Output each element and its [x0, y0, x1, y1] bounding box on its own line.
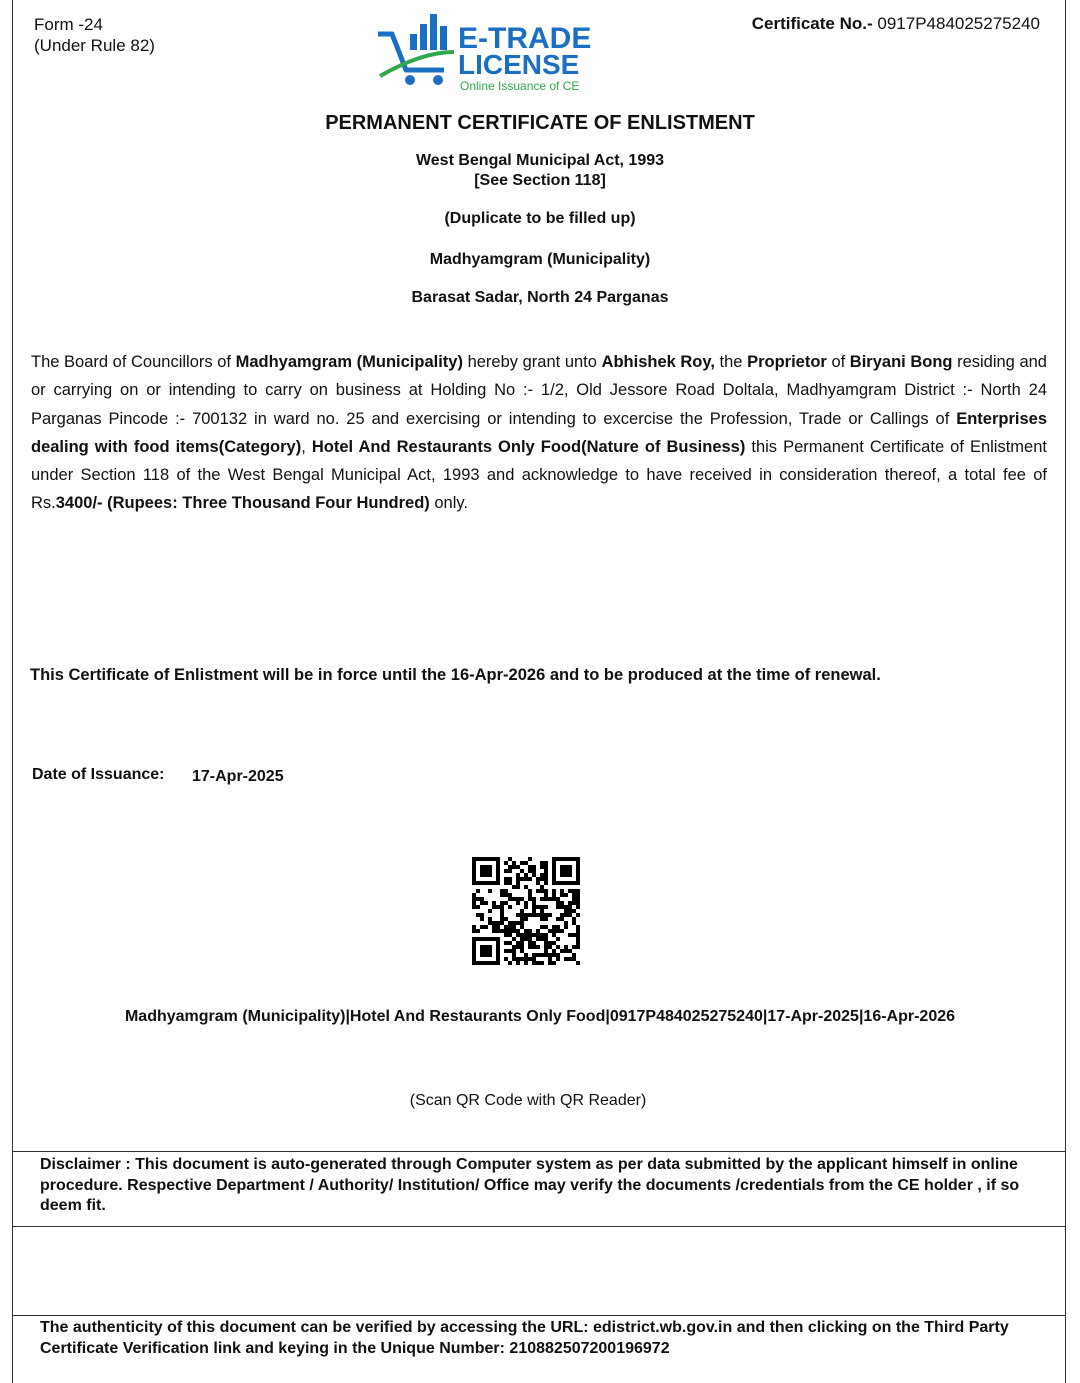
divider	[12, 1151, 1066, 1152]
certificate-title: PERMANENT CERTIFICATE OF ENLISTMENT	[325, 112, 755, 134]
disclaimer: Disclaimer : This document is auto-generated through Computer system as per data submitted by the applicant himself in online procedure. Respective Department / Authority/ Institution/ Office may verify the documents /credentials from the CE holder , if so deem fit.	[40, 1156, 1020, 1214]
qr-code-text: Madhyamgram (Municipality)|Hotel And Restaurants Only Food|0917P484025275240|17-Apr-2025|16-Apr-2026	[124, 1008, 956, 1025]
business-name: Biryani Bong	[849, 353, 953, 371]
body-text: only.	[429, 494, 469, 513]
body-text: ,	[301, 437, 312, 456]
cart-chart-icon	[378, 14, 454, 85]
form-rule-line: (Under Rule 82)	[34, 36, 155, 55]
holder-name: Abhishek Roy,	[601, 353, 715, 371]
certificate-number-label: Certificate No.-	[751, 14, 873, 33]
body-text: of	[826, 353, 850, 371]
validity-statement: This Certificate of Enlistment will be in force until the 16-Apr-2026 and to be produced at the time of renewal.	[30, 666, 881, 684]
body-text: hereby grant unto	[462, 353, 602, 371]
certificate-body	[31, 348, 1047, 518]
duplicate-note: (Duplicate to be filled up)	[444, 210, 636, 227]
etrade-license-logo	[372, 12, 592, 94]
logo-tagline: Online Issuance of CE	[460, 79, 580, 93]
form-number-line: Form -24	[34, 15, 103, 34]
body-text: this Permanent Certificate of Enlistment under Section 118 of the West Bengal Municipal Act, 1993 and acknowledge to have received in consideration thereof, a total fee of Rs.	[31, 437, 1047, 513]
authenticity-note: The authenticity of this document can be verified by accessing the URL: edistrict.wb.gov.in and then clicking on the Third Party Certificate Verification link and keying in the Unique Number: 210882507200196972	[40, 1319, 1009, 1357]
body-text: the	[714, 353, 748, 371]
certificate-number-value: 0917P484025275240	[877, 14, 1040, 33]
qr-code-icon	[472, 857, 580, 965]
business-category: Enterprises dealing with food items(Category)	[31, 409, 1047, 456]
body-text: residing and or carrying on or intending to carry on business at Holding No :- 1/2, Old Jessore Road Doltala, Madhyamgram District :- North 24 Parganas Pincode :- 700132 in ward no. 25 and exercising or intending to excercise the Profession, Trade or Callings of	[31, 353, 1047, 428]
logo-title-1: E-TRADE	[458, 22, 592, 55]
divider	[12, 1315, 1066, 1316]
logo-title-2: LICENSE	[458, 49, 580, 80]
form-number	[34, 14, 155, 56]
act-section: [See Section 118]	[474, 172, 606, 189]
issuance-date-value: 17-Apr-2025	[192, 768, 284, 785]
certificate-number	[752, 14, 1040, 34]
fee-amount: 3400/- (Rupees: Three Thousand Four Hundred)	[55, 494, 430, 513]
municipality-name: Madhyamgram (Municipality)	[429, 251, 651, 268]
issuance-date-label: Date of Issuance:	[32, 766, 165, 783]
act-reference	[0, 151, 1080, 191]
body-text: The Board of Councillors of	[31, 353, 236, 371]
holder-role: Proprietor	[747, 353, 827, 371]
business-nature: Hotel And Restaurants Only Food(Nature of Business)	[311, 437, 746, 456]
divider	[12, 1226, 1066, 1227]
scan-hint: (Scan QR Code with QR Reader)	[409, 1092, 647, 1109]
act-name: West Bengal Municipal Act, 1993	[415, 152, 665, 169]
body-municipality: Madhyamgram (Municipality)	[235, 353, 463, 371]
district-name: Barasat Sadar, North 24 Parganas	[411, 289, 669, 306]
